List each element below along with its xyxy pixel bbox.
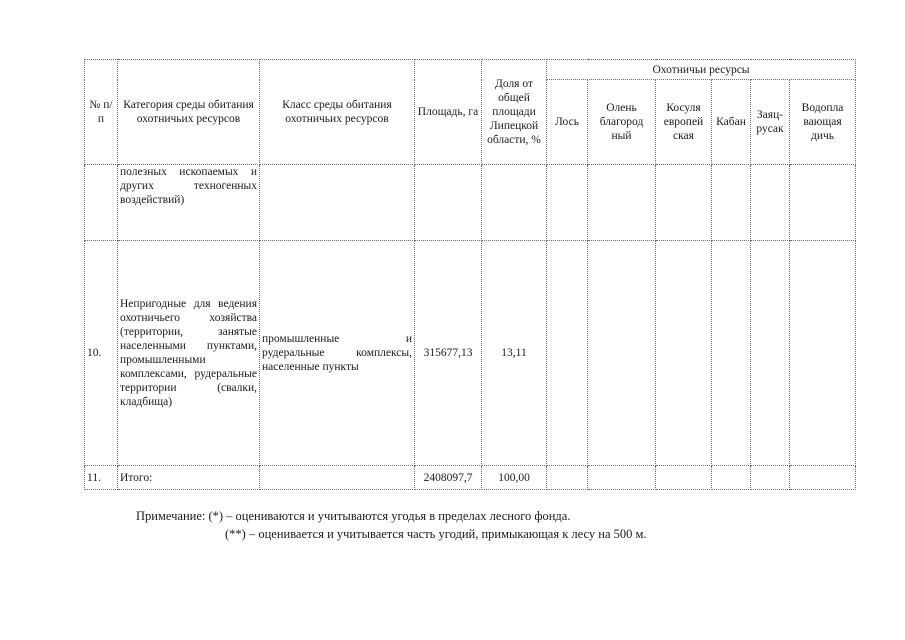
header-class: Класс среды обитания охотничьих ресурсов xyxy=(260,60,415,165)
row-cell xyxy=(588,466,656,490)
row-class xyxy=(260,165,415,241)
row-cell xyxy=(751,165,790,241)
row-cell xyxy=(588,165,656,241)
habitat-table xyxy=(84,59,856,490)
header-resource: Заяц-русак xyxy=(751,80,790,165)
row-cell xyxy=(712,241,751,466)
header-share: Доля от общей площади Липецкой области, % xyxy=(482,60,547,165)
row-cell xyxy=(656,241,712,466)
row-cell xyxy=(790,241,856,466)
header-num: № п/п xyxy=(85,60,118,165)
table-row xyxy=(85,241,856,466)
row-share xyxy=(482,165,547,241)
header-resource: Лось xyxy=(547,80,588,165)
row-area xyxy=(415,165,482,241)
header-resources-group: Охотничьи ресурсы xyxy=(547,60,856,80)
row-area: 2408097,7 xyxy=(415,466,482,490)
row-share: 100,00 xyxy=(482,466,547,490)
header-resource: Водопла вающая дичь xyxy=(790,80,856,165)
row-class xyxy=(260,466,415,490)
table-row xyxy=(85,466,856,490)
row-num xyxy=(85,165,118,241)
header-category: Категория среды обитания охотничьих ресурсов xyxy=(118,60,260,165)
row-num: 11. xyxy=(85,466,118,490)
row-cell xyxy=(547,165,588,241)
row-cell xyxy=(656,165,712,241)
row-cell xyxy=(547,466,588,490)
header-resource: Олень благород ный xyxy=(588,80,656,165)
row-share: 13,11 xyxy=(482,241,547,466)
row-cell xyxy=(712,165,751,241)
row-cell xyxy=(790,165,856,241)
row-class: промышленные и рудеральные комплексы, населенные пункты xyxy=(260,241,415,466)
row-cell xyxy=(656,466,712,490)
row-cell xyxy=(751,241,790,466)
header-row-1 xyxy=(85,60,856,80)
row-cell xyxy=(790,466,856,490)
row-cell xyxy=(751,466,790,490)
header-resource: Косуля европей ская xyxy=(656,80,712,165)
row-area: 315677,13 xyxy=(415,241,482,466)
row-category: Непригодные для ведения охотничьего хозяйства (территории, занятые населенными пунктами, промышленными комплексами, рудеральные территории (свалки, кладбища) xyxy=(118,241,260,466)
header-area: Площадь, га xyxy=(415,60,482,165)
row-category: Итого: xyxy=(118,466,260,490)
note-line-2: (**) – оценивается и учитывается часть угодий, примыкающая к лесу на 500 м. xyxy=(225,527,647,541)
row-num: 10. xyxy=(85,241,118,466)
header-resource: Кабан xyxy=(712,80,751,165)
row-cell xyxy=(547,241,588,466)
row-cell xyxy=(712,466,751,490)
row-category: полезных ископаемых и других техногенных воздействий) xyxy=(118,165,260,241)
row-cell xyxy=(588,241,656,466)
note-line-1: Примечание: (*) – оцениваются и учитываются угодья в пределах лесного фонда. xyxy=(136,509,571,523)
table-row xyxy=(85,165,856,241)
